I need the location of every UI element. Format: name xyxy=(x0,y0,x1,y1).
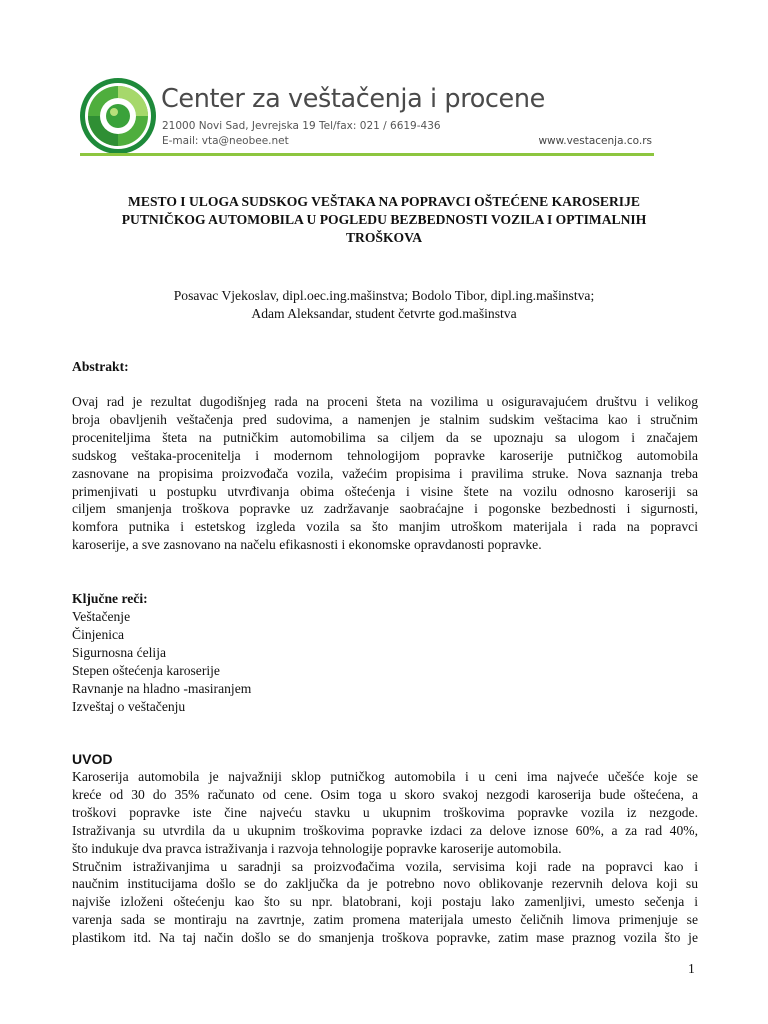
intro-text xyxy=(72,768,698,947)
abstract-line: primenjivati u postupku utvrđivanja obima oštećenja i visine štete na vozilu odnosno karoseriji sa xyxy=(72,483,698,499)
org-email: E-mail: vta@neobee.net xyxy=(162,135,289,147)
org-website-link[interactable]: www.vestacenja.co.rs xyxy=(538,135,652,147)
keywords-heading: Ključne reči: xyxy=(72,591,148,606)
abstract-line: broja obavljenih veštačenja pred sudovima, a namenjen je stalnim sudskim veštacima kao i stručnim xyxy=(72,411,698,427)
keyword-item: Veštačenje xyxy=(72,609,131,624)
green-globe-logo-icon xyxy=(78,76,158,156)
authors-line: Posavac Vjekoslav, dipl.oec.ing.mašinstva; Bodolo Tibor, dipl.ing.mašinstva; xyxy=(173,288,595,303)
abstract-text xyxy=(72,393,698,554)
letterhead xyxy=(78,72,654,162)
keyword-item: Činjenica xyxy=(72,627,125,642)
intro-line: Karoserija automobila je najvažniji sklop putničkog automobila i u ceni ima najveće učešće koje se xyxy=(72,769,698,784)
intro-heading: UVOD xyxy=(72,751,113,767)
abstract-line: komfora putnika i estetskog izgleda vozila sa što manjim utroškom materijala i rada na popravci xyxy=(72,519,698,535)
abstract-line: sudskog veštaka-procenitelja i modernom tehnologijom popravke karoserije putničkog automobila xyxy=(72,447,698,463)
keywords-list xyxy=(72,608,251,716)
intro-line: troškovi popravke iste čine najveću stavku u ukupnim troškovima popravke vozila iz nezgode. xyxy=(72,804,698,820)
abstract-line: karoserije, a sve zasnovano na načelu efikasnosti i ekonomske opravdanosti popravke. xyxy=(72,537,542,553)
keyword-item: Izveštaj o veštačenju xyxy=(72,699,186,714)
title-line: MESTO I ULOGA SUDSKOG VEŠTAKA NA POPRAVCI OŠTEĆENE KAROSERIJE xyxy=(128,194,640,209)
keyword-item: Sigurnosna ćelija xyxy=(72,645,167,660)
keyword-item: Ravnanje na hladno -masiranjem xyxy=(72,681,252,696)
intro-line: što indukuje dva pravca istraživanja i razvoja tehnologije popravke karoserije automobila. xyxy=(72,840,562,856)
intro-line: kreće od 30 do 35% računato od cene. Osim toga u skoro svakoj nezgodi karoserija bude oštećena, a xyxy=(72,786,698,802)
authors xyxy=(72,287,696,323)
org-name: Center za veštačenja i procene xyxy=(161,84,545,114)
abstract-line: zasnovane na propisima proizvođača vozila, važećim propisima i pravilima struke. Nova saznanja treba xyxy=(72,465,698,481)
intro-line: plastikom itd. Na taj način došlo se do smanjenja troškova popravke, zatim mase praznog vozila što je xyxy=(72,930,698,946)
intro-line: Istraživanja su utvrdila da u ukupnim troškovima popravke izdaci za delove iznose 60%, a za rad 40%, xyxy=(72,822,698,838)
title-line: PUTNIČKOG AUTOMOBILA U POGLEDU BEZBEDNOSTI VOZILA I OPTIMALNIH xyxy=(121,212,647,227)
page-number: 1 xyxy=(688,961,695,976)
org-address: 21000 Novi Sad, Jevrejska 19 Tel/fax: 021 / 6619-436 xyxy=(162,120,441,132)
title-line: TROŠKOVA xyxy=(345,230,423,245)
intro-line: varenja sada se montiraju na zavrtnje, zatim promena materijala umesto čeličnih limova primenjuje se xyxy=(72,912,698,928)
header-divider xyxy=(80,153,654,156)
intro-line: naučnim institucijama došlo se do zaključka da je potrebno novo oblikovanje rezervnih delova koji su xyxy=(72,876,698,892)
abstract-line: proceniteljima šteta na putničkim automobilima sa ciljem da se upoznaju sa ulogom i značajem xyxy=(72,429,698,445)
abstract-line: Ovaj rad je rezultat dugodišnjeg rada na proceni šteta na vozilima u osiguravajućem društvu i velikog xyxy=(72,394,698,409)
keyword-item: Stepen oštećenja karoserije xyxy=(72,663,220,678)
abstract-heading: Abstrakt: xyxy=(72,359,129,374)
document-title xyxy=(96,193,672,247)
authors-line: Adam Aleksandar, student četvrte god.mašinstva xyxy=(251,306,517,321)
abstract-line: ciljem smanjenja troškova popravke uz zadržavanje saobraćajne i pogonske bezbednosti i sigurnosti, xyxy=(72,501,698,517)
intro-line: Stručnim istraživanjima u saradnji sa proizvođačima vozila, servisima koji rade na popravci kao i xyxy=(72,858,698,874)
intro-line: najviše izloženi oštećenju kao što su npr. blatobrani, koji postaju lako zamenljivi, umesto sečenja i xyxy=(72,894,698,910)
